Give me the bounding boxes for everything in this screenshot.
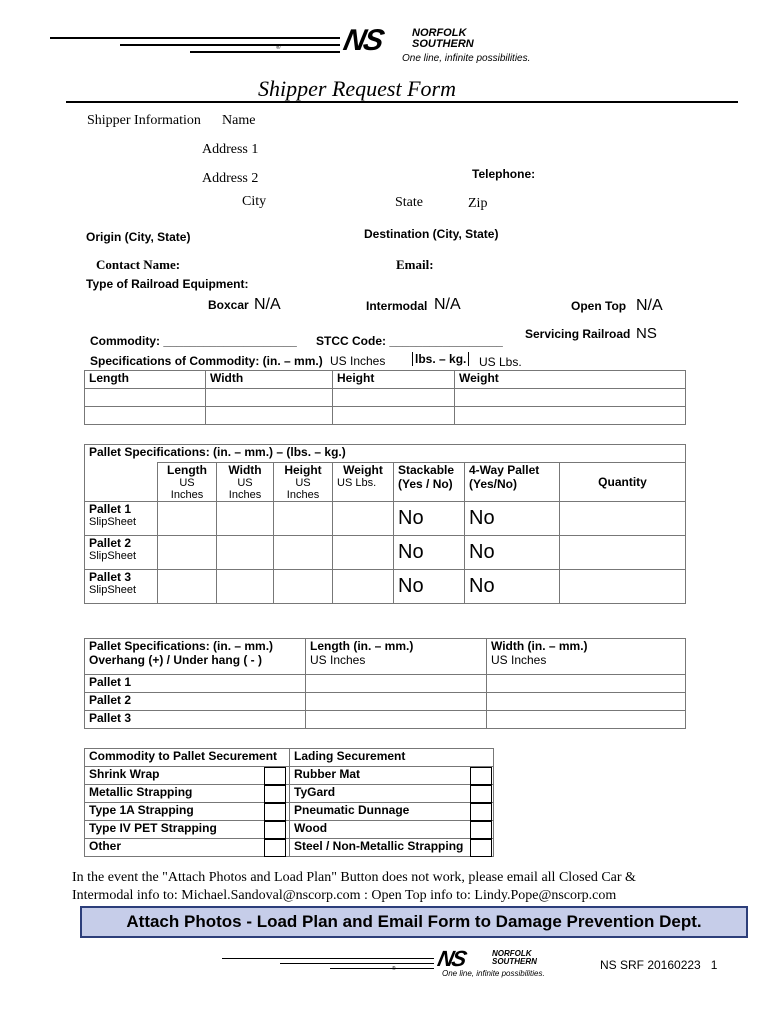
lading-securement-item: Wood	[290, 821, 494, 839]
type-1a-strapping-checkbox[interactable]	[264, 803, 286, 821]
overhang-length-input[interactable]	[306, 675, 487, 693]
city-label: City	[242, 194, 267, 209]
footer-code-text: NS SRF 20160223	[600, 958, 701, 972]
equipment-label: Type of Railroad Equipment:	[86, 277, 249, 291]
overhang-row-label: Pallet 1	[85, 675, 306, 693]
notice-line1: In the event the "Attach Photos and Load Plan" Button does not work, please email all Closed Car &	[72, 870, 636, 885]
state-label: State	[395, 195, 423, 210]
pallet-fourway-select[interactable]: No	[465, 502, 560, 536]
overhang-width-input[interactable]	[487, 693, 686, 711]
pallet-securement-item: Metallic Strapping	[85, 785, 290, 803]
pallet-weight-input[interactable]	[333, 536, 394, 570]
pallet-header-length-label: Length	[167, 463, 207, 477]
pallet-row-label	[85, 502, 158, 536]
pallet-header-height-label: Height	[284, 463, 322, 477]
opentop-value[interactable]: N/A	[636, 297, 663, 314]
footer-brand-tagline: One line, infinite possibilities.	[442, 969, 545, 978]
brand-tagline: One line, infinite possibilities.	[402, 53, 531, 64]
pallet-height-input[interactable]	[274, 502, 333, 536]
pallet-header-quantity: Quantity	[560, 463, 686, 502]
pallet-row-type[interactable]: SlipSheet	[89, 584, 137, 596]
lading-securement-item: Pneumatic Dunnage	[290, 803, 494, 821]
pallet-row-name: Pallet 2	[89, 536, 132, 550]
overhang-width-label: Width (in. – mm.)	[491, 639, 588, 653]
pallet-width-input[interactable]	[217, 536, 274, 570]
spec-weight-input[interactable]	[455, 389, 686, 407]
footer-page-number: 1	[710, 958, 718, 972]
spec-length-input[interactable]	[85, 389, 206, 407]
overhang-width-header	[487, 639, 686, 675]
overhang-title	[85, 639, 306, 675]
spec-table-title: Specifications of Commodity: (in. – mm.)	[90, 354, 323, 368]
overhang-row-label: Pallet 2	[85, 693, 306, 711]
shipper-section-label: Shipper Information	[87, 113, 201, 128]
steel-strapping-checkbox[interactable]	[470, 839, 492, 857]
pallet-header-fourway	[465, 463, 560, 502]
pallet-quantity-input[interactable]	[560, 570, 686, 604]
spec-width-input[interactable]	[206, 389, 333, 407]
telephone-label: Telephone:	[472, 167, 536, 181]
overhang-table	[84, 638, 686, 729]
spec-width-input[interactable]	[206, 407, 333, 425]
footer-ns-logo-icon: NS	[435, 946, 468, 971]
pallet-length-input[interactable]	[158, 536, 217, 570]
pallet-table-title: Pallet Specifications: (in. – mm.) – (lbs. – kg.)	[85, 445, 686, 463]
pallet-header-weight	[333, 463, 394, 502]
title-rule	[66, 101, 738, 103]
intermodal-label: Intermodal	[366, 299, 428, 313]
pallet-header-stackable-sub: (Yes / No)	[398, 477, 453, 491]
notice-line2: Intermodal info to: Michael.Sandoval@nscorp.com : Open Top info to: Lindy.Pope@nscorp.com	[72, 888, 617, 903]
pallet-row-3	[85, 570, 686, 604]
pallet-row-name: Pallet 1	[89, 502, 132, 516]
pallet-length-input[interactable]	[158, 570, 217, 604]
pallet-fourway-select[interactable]: No	[465, 570, 560, 604]
pallet-header-fourway-label: 4-Way Pallet	[469, 463, 540, 477]
overhang-title-line2: Overhang (+) / Under hang ( - )	[89, 653, 263, 667]
pallet-row-name: Pallet 3	[89, 570, 132, 584]
pallet-securement-item: Type IV PET Strapping	[85, 821, 290, 839]
overhang-length-input[interactable]	[306, 693, 487, 711]
pallet-row-2	[85, 536, 686, 570]
pallet-row-label	[85, 536, 158, 570]
pallet-row-1	[85, 502, 686, 536]
zip-label: Zip	[468, 196, 488, 211]
spec-header-height: Height	[333, 371, 455, 389]
overhang-length-input[interactable]	[306, 711, 487, 729]
spec-table	[84, 370, 686, 425]
stcc-label: STCC Code: _________________	[316, 334, 503, 348]
footer-brand-name-line2: SOUTHERN	[492, 957, 537, 966]
spec-length-input[interactable]	[85, 407, 206, 425]
servicing-railroad-value[interactable]: NS	[636, 325, 657, 342]
pallet-header-length-unit: US Inches	[170, 477, 204, 501]
spec-header-width: Width	[206, 371, 333, 389]
other-checkbox[interactable]	[264, 839, 286, 857]
pallet-header-weight-label: Weight	[343, 463, 383, 477]
shrink-wrap-checkbox[interactable]	[264, 767, 286, 785]
lading-securement-item: Steel / Non-Metallic Strapping	[290, 839, 494, 857]
rubber-mat-checkbox[interactable]	[470, 767, 492, 785]
tygard-checkbox[interactable]	[470, 785, 492, 803]
address1-label: Address 1	[202, 142, 259, 157]
pallet-weight-input[interactable]	[333, 502, 394, 536]
spec-unit-lbs: US Lbs.	[479, 355, 522, 369]
footer-form-code	[600, 958, 717, 972]
spec-lbs-text: lbs. – kg.	[415, 352, 467, 366]
brand-name-line2: SOUTHERN	[412, 38, 474, 50]
intermodal-value[interactable]: N/A	[434, 296, 461, 313]
pallet-stackable-select[interactable]: No	[394, 536, 465, 570]
pallet-table	[84, 444, 686, 604]
pallet-length-input[interactable]	[158, 502, 217, 536]
pallet-row-label	[85, 570, 158, 604]
pallet-quantity-input[interactable]	[560, 502, 686, 536]
spec-lbs-label	[412, 352, 469, 366]
overhang-title-line1: Pallet Specifications: (in. – mm.)	[89, 639, 274, 653]
name-label: Name	[222, 113, 256, 128]
pallet-header-width-unit: US Inches	[228, 477, 262, 501]
pallet-width-input[interactable]	[217, 570, 274, 604]
pallet-header-stackable-label: Stackable	[398, 463, 455, 477]
pallet-header-height	[274, 463, 333, 502]
registered-mark: ®	[276, 45, 281, 51]
overhang-length-header	[306, 639, 487, 675]
pallet-header-blank	[85, 463, 158, 502]
overhang-length-unit: US Inches	[310, 653, 366, 667]
pallet-weight-input[interactable]	[333, 570, 394, 604]
spec-height-input[interactable]	[333, 389, 455, 407]
commodity-label: Commodity: ____________________	[90, 334, 297, 348]
lading-securement-item: TyGard	[290, 785, 494, 803]
destination-label: Destination (City, State)	[364, 227, 499, 241]
page-title: Shipper Request Form	[258, 76, 456, 101]
footer-registered-mark: ®	[392, 966, 396, 972]
pallet-fourway-select[interactable]: No	[465, 536, 560, 570]
pallet-height-input[interactable]	[274, 536, 333, 570]
pallet-header-height-unit: US Inches	[286, 477, 320, 501]
address2-label: Address 2	[202, 171, 259, 186]
servicing-railroad-label: Servicing Railroad	[525, 327, 631, 341]
spec-height-input[interactable]	[333, 407, 455, 425]
ns-logo-icon: NS	[340, 24, 386, 57]
pallet-stackable-select[interactable]: No	[394, 502, 465, 536]
attach-photos-button[interactable]: Attach Photos - Load Plan and Email Form to Damage Prevention Dept.	[80, 906, 748, 938]
pallet-securement-item: Other	[85, 839, 290, 857]
opentop-label: Open Top	[571, 299, 627, 313]
pallet-quantity-input[interactable]	[560, 536, 686, 570]
pallet-header-weight-unit: US Lbs.	[337, 477, 377, 489]
pallet-height-input[interactable]	[274, 570, 333, 604]
lading-securement-header: Lading Securement	[290, 749, 494, 767]
pallet-header-length	[158, 463, 217, 502]
origin-label: Origin (City, State)	[86, 230, 191, 244]
overhang-row-label: Pallet 3	[85, 711, 306, 729]
pallet-header-width	[217, 463, 274, 502]
pallet-stackable-select[interactable]: No	[394, 570, 465, 604]
spec-header-length: Length	[85, 371, 206, 389]
spec-weight-input[interactable]	[455, 407, 686, 425]
pallet-securement-item: Shrink Wrap	[85, 767, 290, 785]
securement-table	[84, 748, 494, 857]
contact-label: Contact Name:	[96, 257, 181, 272]
pallet-row-type[interactable]: SlipSheet	[89, 550, 137, 562]
overhang-length-label: Length (in. – mm.)	[310, 639, 414, 653]
pallet-header-width-label: Width	[228, 463, 262, 477]
pallet-width-input[interactable]	[217, 502, 274, 536]
lading-securement-item: Rubber Mat	[290, 767, 494, 785]
metallic-strapping-checkbox[interactable]	[264, 785, 286, 803]
overhang-width-input[interactable]	[487, 675, 686, 693]
pneumatic-dunnage-checkbox[interactable]	[470, 803, 492, 821]
wood-checkbox[interactable]	[470, 821, 492, 839]
pallet-header-stackable	[394, 463, 465, 502]
pallet-securement-item: Type 1A Strapping	[85, 803, 290, 821]
boxcar-value[interactable]: N/A	[254, 296, 281, 313]
pallet-row-type[interactable]: SlipSheet	[89, 516, 137, 528]
footer-brand-name-line1: NORFOLK	[492, 949, 532, 958]
email-label: Email:	[396, 257, 434, 272]
pallet-securement-header: Commodity to Pallet Securement	[85, 749, 290, 767]
boxcar-label: Boxcar	[208, 298, 249, 312]
type-iv-pet-strapping-checkbox[interactable]	[264, 821, 286, 839]
spec-unit-inches: US Inches	[330, 354, 386, 368]
spec-header-weight: Weight	[455, 371, 686, 389]
pallet-header-fourway-sub: (Yes/No)	[469, 477, 518, 491]
brand-name-line1: NORFOLK	[412, 27, 467, 39]
overhang-width-unit: US Inches	[491, 653, 547, 667]
overhang-width-input[interactable]	[487, 711, 686, 729]
